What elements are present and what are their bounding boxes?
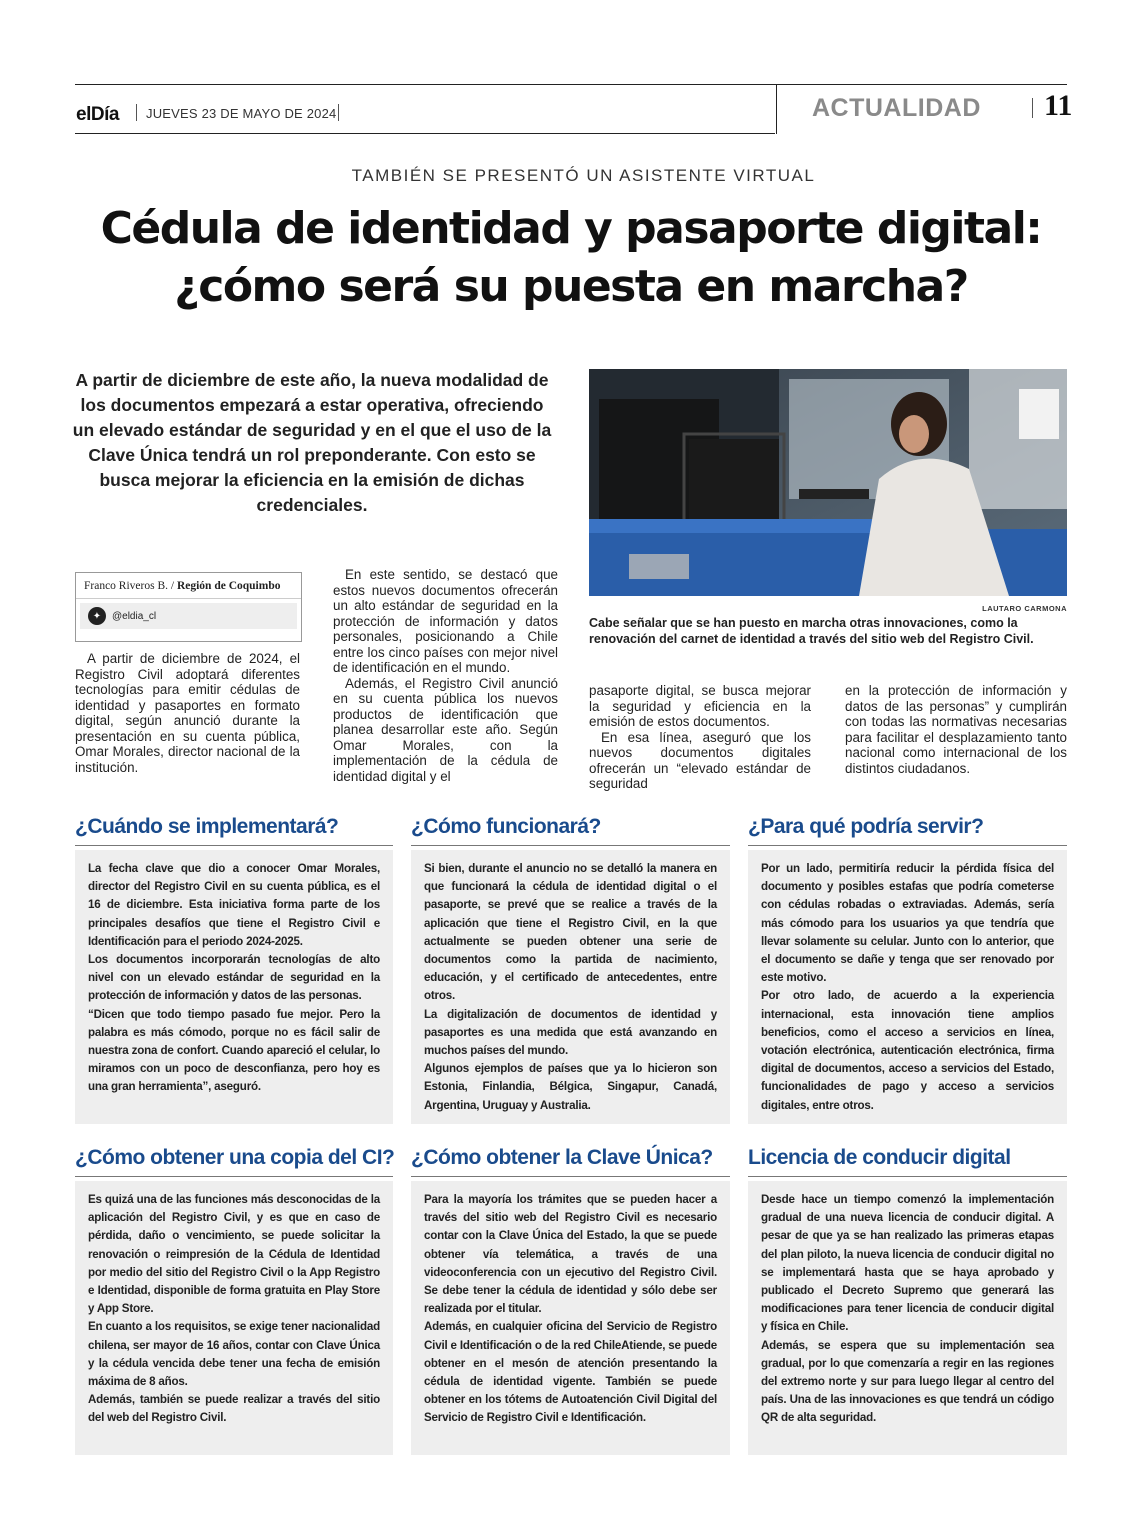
headline [60, 200, 1082, 316]
box-2-text [411, 850, 730, 1125]
box-3-rule [748, 845, 1067, 846]
box-1-title: ¿Cuándo se implementará? [75, 815, 339, 838]
body-column-1 [75, 651, 300, 775]
box-1-paragraph-3: “Dicen que todo tiempo pasado fue mejor. Pero la palabra es más cómodo, porque no es fácil salir de nuestra zona de confort. Cuando apareció el celular, lo miramos con un poco de desconfianza, pero hoy es una gran herramienta”, aseguró. [88, 1007, 380, 1094]
box-4 [75, 1181, 393, 1455]
box-1-text [75, 850, 393, 1107]
box-3-title: ¿Para qué podría servir? [748, 815, 984, 838]
col2-paragraph-1: En este sentido, se destacó que estos nuevos documentos ofrecerán un alto estándar de seguridad en la protección de información y datos personales, posicionando a Chile entre los cinco países con mejor nivel de identificación en el mundo. [333, 567, 558, 675]
box-5-title: ¿Cómo obtener la Clave Única? [411, 1146, 713, 1169]
box-3-text [748, 850, 1067, 1125]
box-6 [748, 1181, 1067, 1455]
lead-paragraph: A partir de diciembre de este año, la nueva modalidad de los documentos empezará a estar operativa, ofreciendo un elevado estándar de seguridad y en el que el uso de la Clave Única tendrá un rol preponderante. Con esto se busca mejorar la eficiencia en la emisión de dichas credenciales. [72, 370, 552, 515]
box-4-paragraph-3: Además, también se puede realizar a través del sitio del web del Registro Civil. [88, 1393, 380, 1425]
social-handle-row[interactable] [80, 603, 297, 629]
photo-caption: Cabe señalar que se han puesto en marcha otras innovaciones, como la renovación del carnet de identidad a través del sitio web del Registro Civil. [589, 616, 1034, 646]
box-6-paragraph-1: Desde hace un tiempo comenzó la implementación gradual de una nueva licencia de conducir digital. A pesar de que ya se han realizado las primeras etapas del plan piloto, la nueva licencia de conducir digital no se implementará hasta que se haya aprobado y publicado el Decreto Supremo que generará las modificaciones para tener licencia de conducir digital y física en Chile. [761, 1193, 1054, 1334]
box-3-paragraph-1: Por un lado, permitiría reducir la pérdida física del documento y posibles estafas que podría cometerse con cédulas robadas o extraviadas. Además, sería más cómodo para los usuarios ya que tendría que llevar solamente su celular. Junto con lo anterior, que el documento se dañe y tenga que ser renovado por este motivo. [761, 862, 1054, 985]
byline [76, 573, 301, 599]
box-1 [75, 850, 393, 1124]
box-6-paragraph-2: Además, se espera que su implementación sea gradual, por lo que comenzaría a regir en las regiones del extremo norte y sur para luego llegar al centro del país. Una de las innovaciones es que tendrá un código QR de alta seguridad. [761, 1338, 1054, 1425]
col3-paragraph-1: pasaporte digital, se busca mejorar la seguridad y eficiencia en la emisión de estos documentos. [589, 683, 811, 729]
photo-credit: LAUTARO CARMONA [982, 604, 1067, 613]
twitter-icon: ✦ [88, 607, 106, 625]
box-4-paragraph-2: En cuanto a los requisitos, se exige tener nacionalidad chilena, ser mayor de 16 años, contar con Clave Única y la cédula vencida debe tener una fecha de emisión máxima de 8 años. [88, 1320, 380, 1389]
box-2-paragraph-2: La digitalización de documentos de identidad y pasaportes es una medida que está avanzando en muchos países del mundo. [424, 1007, 717, 1058]
box-1-paragraph-2: Los documentos incorporarán tecnologías de alto nivel con un elevado estándar de seguridad en la protección de información y datos de las personas. [88, 953, 380, 1003]
body-column-3 [589, 683, 811, 792]
box-5-paragraph-1: Para la mayoría los trámites que se pueden hacer a través del sitio web del Registro Civil es necesario contar con la Clave Única del Estado, la que se puede obtener vía telemática, a través de una videoconferencia con un ejecutivo del Registro Civil. Se debe tener la cédula de identidad y sólo debe ser realizada por el titular. [424, 1193, 717, 1316]
section-name: ACTUALIDAD [812, 94, 981, 122]
box-4-text [75, 1181, 393, 1438]
box-5 [411, 1181, 730, 1455]
col2-paragraph-2: Además, el Registro Civil anunció en su cuenta pública los nuevos productos de identificación que planea desarrollar este año. Según Omar Morales, con la implementación de la cédula de identidad digital y el [333, 675, 558, 784]
box-5-text [411, 1181, 730, 1438]
box-2-title: ¿Cómo funcionará? [411, 815, 601, 838]
box-6-rule [748, 1176, 1067, 1177]
col4-paragraph-1: en la protección de información y datos de las personas” y cumplirán con todas las normativas necesarias para facilitar el desplazamiento tanto nacional como internacional de los distintos ciudadanos. [845, 683, 1067, 776]
body-column-4 [845, 683, 1067, 776]
header-divider [776, 84, 777, 134]
box-6-title: Licencia de conducir digital [748, 1146, 1011, 1169]
col3-paragraph-2: En esa línea, aseguró que los nuevos documentos digitales ofrecerán un “elevado estándar de seguridad [589, 729, 811, 791]
box-3 [748, 850, 1067, 1124]
twitter-handle[interactable]: @eldia_cl [112, 610, 157, 622]
header-bottom-rule [75, 133, 775, 134]
kicker: TAMBIÉN SE PRESENTÓ UN ASISTENTE VIRTUAL [351, 166, 816, 185]
box-5-rule [411, 1176, 730, 1177]
box-4-paragraph-1: Es quizá una de las funciones más desconocidas de la aplicación del Registro Civil, y es que en caso de pérdida, daño o vencimiento, se puede solicitar la renovación o reimpresión de la Cédula de Identidad por medio del sitio del Registro Civil o la App Registro e Identidad, disponible de forma gratuita en Play Store y App Store. [88, 1193, 380, 1316]
box-6-text [748, 1181, 1067, 1438]
header-sep-3 [1032, 98, 1033, 118]
box-4-rule [75, 1176, 393, 1177]
registry-office-photo [589, 369, 1067, 596]
box-1-paragraph-1: La fecha clave que dio a conocer Omar Morales, director del Registro Civil en su cuenta pública, es el 16 de diciembre. Esta iniciativa forma parte de los principales desafíos que tiene el Registro Civil e Identificación para el periodo 2024-2025. [88, 862, 380, 948]
headline-line-2: ¿cómo será su puesta en marcha? [174, 261, 968, 312]
newspaper-logo: elDía [76, 104, 119, 125]
box-2 [411, 850, 730, 1124]
header-top-rule [75, 84, 1067, 85]
header-sep-1 [136, 104, 137, 121]
box-2-rule [411, 845, 730, 846]
headline-line-1: Cédula de identidad y pasaporte digital: [100, 203, 1042, 254]
byline-region: Región de Coquimbo [176, 580, 281, 592]
box-2-paragraph-1: Si bien, durante el anuncio no se detalló la manera en que funcionará la cédula de identidad digital o el pasaporte, se prevé que se realice a través de la aplicación que tiene el Registro Civil, en la que actualmente se pueden obtener una serie de documentos como la partida de nacimiento, educación, y el certificado de antecedentes, entre otros. [424, 862, 717, 1003]
issue-date: JUEVES 23 DE MAYO DE 2024 [146, 106, 337, 121]
col1-paragraph-1: A partir de diciembre de 2024, el Registro Civil adoptará diferentes tecnologías para emitir cédulas de identidad y pasaportes en formato digital, según anunció durante la presentación en su cuenta pública, Omar Morales, director nacional de la institución. [75, 651, 300, 775]
box-5-paragraph-2: Además, en cualquier oficina del Servicio de Registro Civil e Identificación o de la red ChileAtiende, se puede obtener en el mesón de atención presentando la cédula de identidad vigente. También se puede obtener en los tótems de Autoatención Civil Digital del Servicio de Registro Civil e Identificación. [424, 1320, 717, 1425]
box-4-title: ¿Cómo obtener una copia del CI? [75, 1146, 395, 1169]
article-photo [589, 369, 1067, 596]
byline-author: Franco Riveros B. / [84, 580, 175, 592]
box-2-paragraph-3: Algunos ejemplos de países que ya lo hicieron son Estonia, Finlandia, Bélgica, Singapur, Canadá, Argentina, Uruguay y Australia. [424, 1062, 717, 1112]
page-number: 11 [1044, 89, 1073, 122]
byline-box [75, 572, 302, 642]
box-1-rule [75, 845, 393, 846]
header-sep-2 [338, 104, 339, 121]
box-3-paragraph-2: Por otro lado, de acuerdo a la experiencia internacional, esta innovación tiene amplios beneficios, como el acceso a servicios en línea, votación electrónica, autenticación electrónica, firma digital de documentos, acceso a servicios del Estado, funcionalidades de pago y acceso a servicios digitales, entre otros. [761, 989, 1054, 1112]
body-column-2 [333, 567, 558, 784]
